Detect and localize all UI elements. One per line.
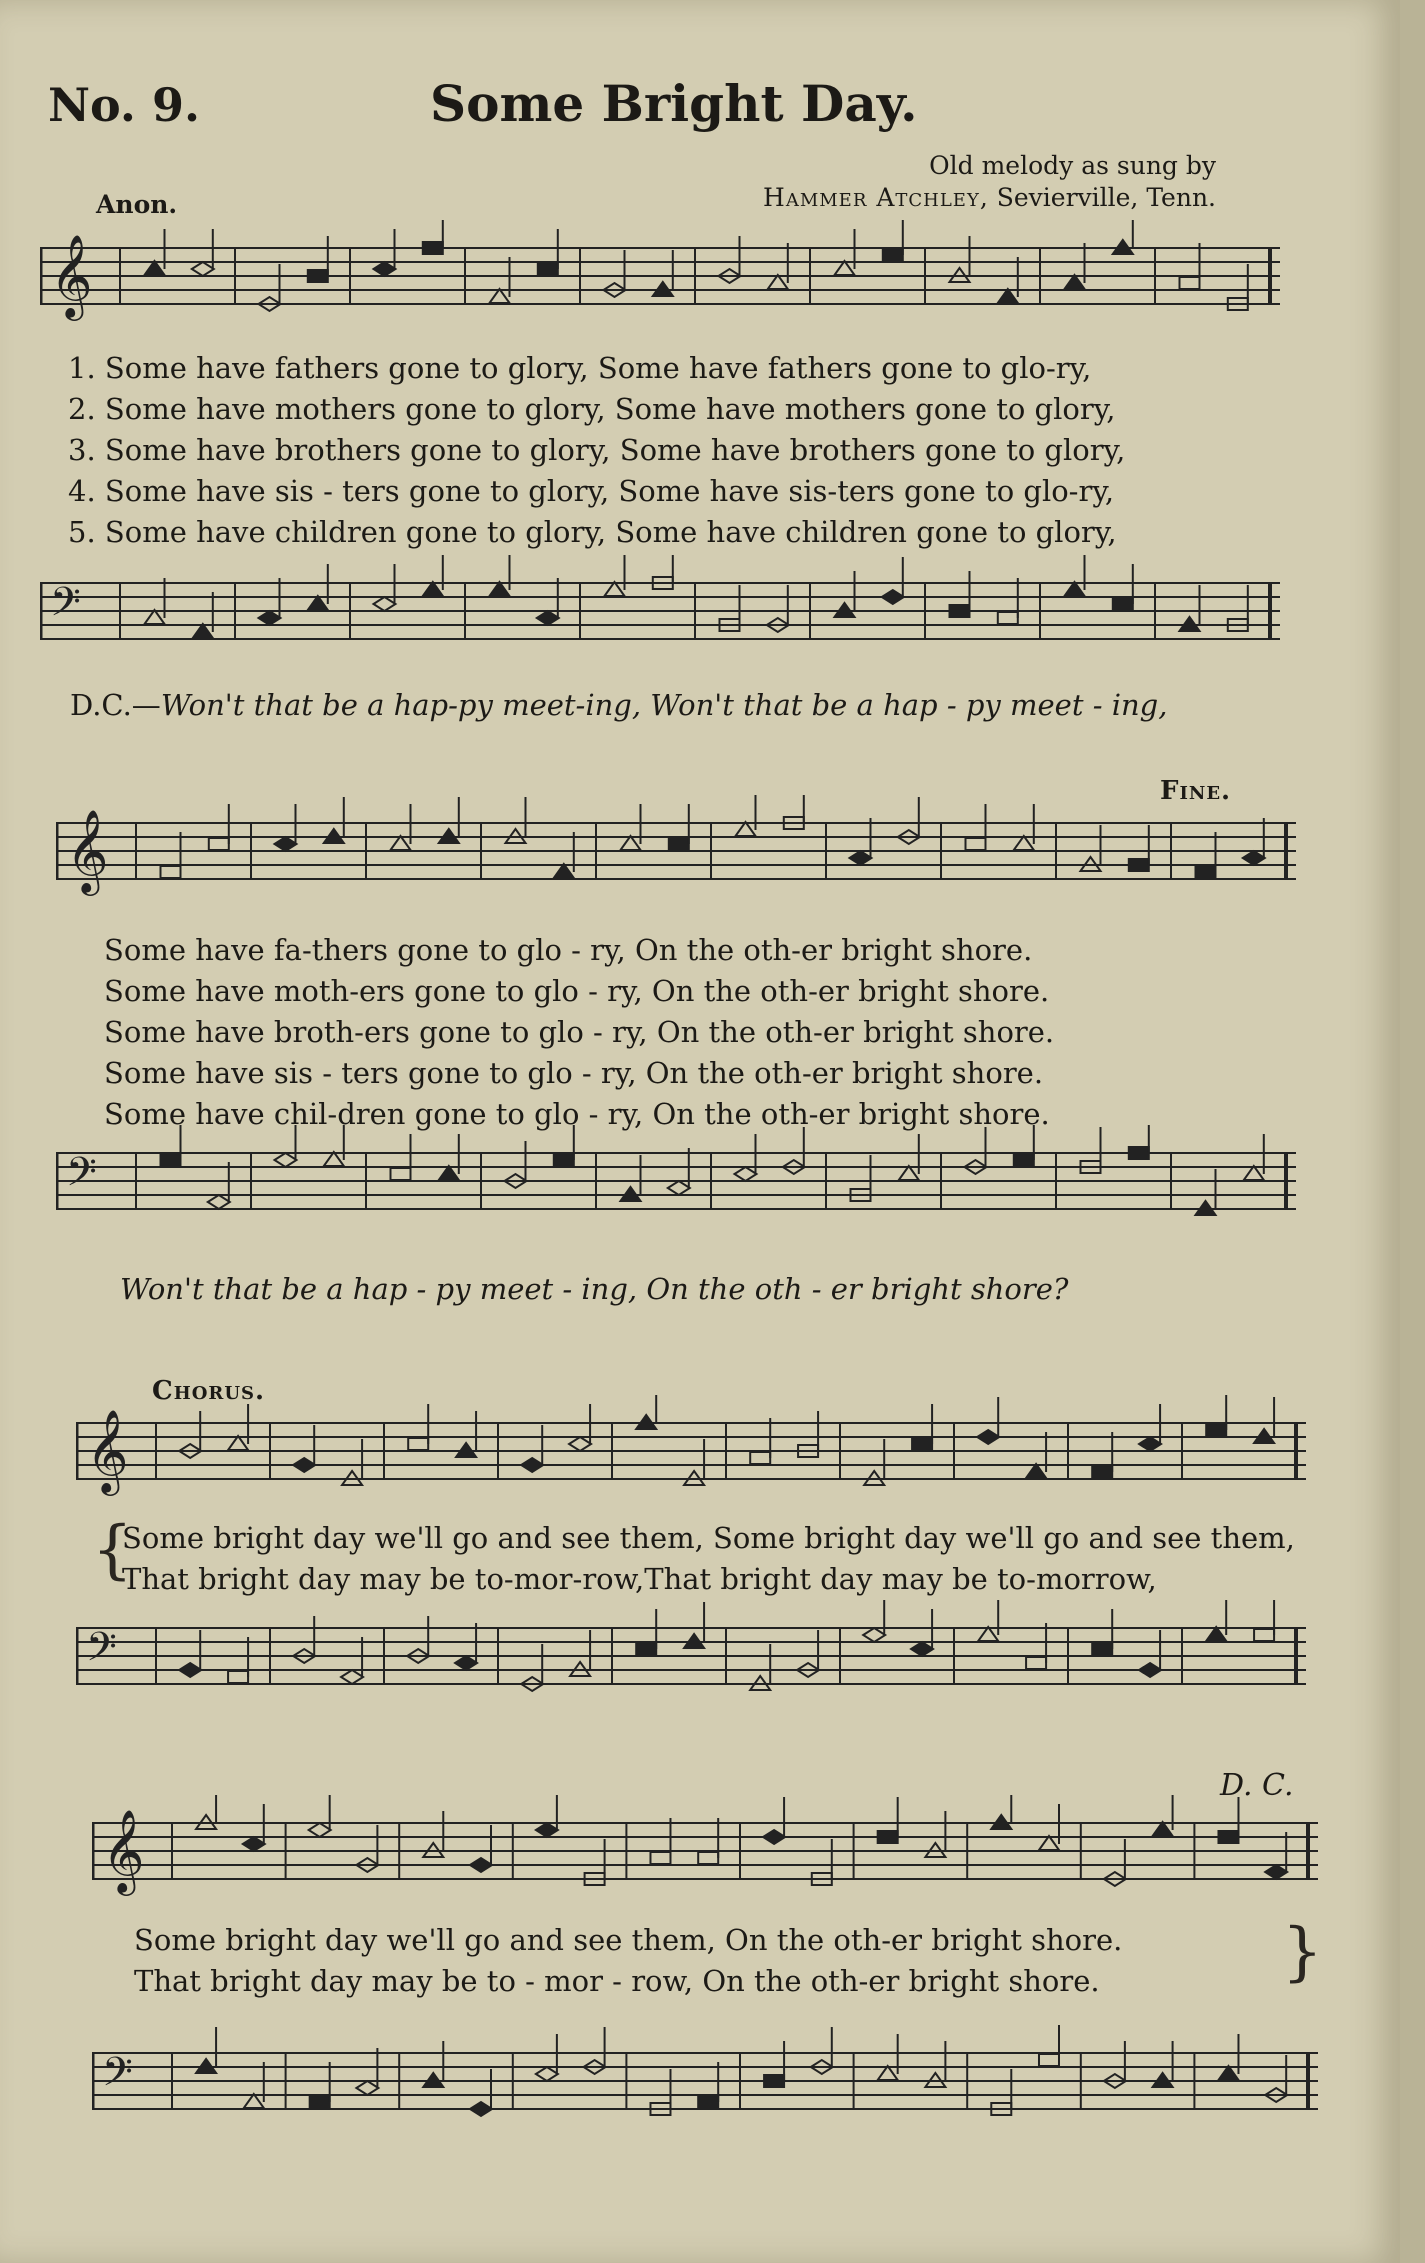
note-square <box>161 866 181 878</box>
note-square <box>669 838 689 850</box>
verse-line: Some have sis - ters gone to glo - ry, On the oth-er bright shore. <box>104 1056 1044 1090</box>
treble-clef-icon: 𝄞 <box>86 1408 129 1492</box>
note-triangle <box>1065 582 1085 596</box>
note-diamond <box>850 851 872 865</box>
credit-attribution <box>708 182 1216 214</box>
note-square <box>1092 1466 1112 1478</box>
dc-marker: D. C. <box>1220 1768 1294 1803</box>
treble-clef-icon: 𝄞 <box>102 1808 145 1892</box>
note-square <box>1218 1831 1238 1843</box>
note-triangle <box>308 596 328 610</box>
note-triangle <box>1014 836 1034 850</box>
verse-line: 2. Some have mothers gone to glory, Some have mothers gone to glory, <box>68 392 1116 426</box>
note-triangle <box>1026 1464 1046 1478</box>
note-diamond <box>521 1458 543 1472</box>
note-triangle <box>978 1627 998 1641</box>
bass-clef-icon: 𝄢 <box>50 579 81 635</box>
note-triangle <box>324 1152 344 1166</box>
note-square <box>950 605 970 617</box>
note-triangle <box>1153 1822 1173 1836</box>
note-square <box>423 242 443 254</box>
bass-clef-icon: 𝄢 <box>66 1149 97 1205</box>
verse-line: 5. Some have children gone to glory, Some have children gone to glory, <box>68 515 1117 549</box>
note-diamond <box>470 1858 492 1872</box>
note-diamond <box>293 1458 315 1472</box>
note-diamond <box>882 590 904 604</box>
note-square <box>1129 1147 1149 1159</box>
final-lyrics <box>134 1920 1122 2002</box>
note-square <box>698 1852 718 1864</box>
note-square <box>650 1852 670 1864</box>
credit-line: Old melody as sung by <box>929 151 1216 180</box>
staff-lines <box>40 583 1280 639</box>
note-triangle <box>244 2094 264 2108</box>
staff-4-treble <box>92 1795 1318 1920</box>
note-triangle <box>554 864 574 878</box>
note-triangle <box>228 1436 248 1450</box>
note-triangle <box>605 582 625 596</box>
note-diamond <box>208 1195 230 1209</box>
chorus-label: Chorus. <box>152 1376 266 1406</box>
note-square <box>883 249 903 261</box>
note-triangle <box>439 1166 459 1180</box>
staff-3-treble <box>76 1395 1306 1515</box>
note-square <box>161 1154 181 1166</box>
note-square <box>1206 1424 1226 1436</box>
verse-lyrics-1 <box>68 348 1125 553</box>
page-edge <box>1400 0 1425 2263</box>
final-brace-right: } <box>1282 1915 1323 1989</box>
note-triangle <box>768 275 788 289</box>
note-square <box>1039 2054 1059 2066</box>
note-diamond <box>309 1823 331 1837</box>
note-diamond <box>192 262 214 276</box>
note-square <box>912 1438 932 1450</box>
staff-lines <box>76 1628 1306 1684</box>
dc-text: Won't that be a hap-py meet-ing, Won't that be a hap - py meet - ing, <box>160 688 1168 722</box>
note-diamond <box>569 1437 591 1451</box>
note-square <box>538 263 558 275</box>
dc-lyric-1 <box>70 688 1167 722</box>
note-diamond <box>356 2081 378 2095</box>
verse-line: 1. Some have fathers gone to glory, Some have fathers gone to glo-ry, <box>68 351 1092 385</box>
note-square <box>1196 866 1216 878</box>
staff-1-treble <box>40 220 1280 340</box>
note-square <box>1180 277 1200 289</box>
note-diamond <box>536 2067 558 2081</box>
note-triangle <box>490 289 510 303</box>
note-square <box>1092 1643 1112 1655</box>
note-diamond <box>341 1670 363 1684</box>
note-square <box>209 838 229 850</box>
note-triangle <box>193 624 213 638</box>
note-diamond <box>1139 1437 1161 1451</box>
verse-line: Some have moth-ers gone to glo - ry, On the oth-er bright shore. <box>104 974 1050 1008</box>
note-triangle <box>1218 2066 1238 2080</box>
verse-line: 4. Some have sis - ters gone to glory, Some have sis-ters gone to glo-ry, <box>68 474 1115 508</box>
fine-marker: Fine. <box>1160 776 1232 806</box>
chorus-brace-left: { <box>92 1513 133 1587</box>
note-square <box>750 1452 770 1464</box>
note-triangle <box>145 610 165 624</box>
note-diamond <box>275 837 297 851</box>
note-square <box>764 2075 784 2087</box>
note-triangle <box>878 2066 898 2080</box>
staff-1-bass <box>40 555 1280 685</box>
credit-block <box>708 150 1216 214</box>
note-square <box>966 838 986 850</box>
verse-line: Some have broth-ers gone to glo - ry, On the oth-er bright shore. <box>104 1015 1055 1049</box>
note-triangle <box>1065 275 1085 289</box>
note-triangle <box>145 261 165 275</box>
note-diamond <box>243 1837 265 1851</box>
note-triangle <box>1244 1166 1264 1180</box>
bass-clef-icon: 𝄢 <box>86 1624 117 1680</box>
note-triangle <box>736 822 756 836</box>
note-diamond <box>536 1823 558 1837</box>
note-triangle <box>835 261 855 275</box>
note-diamond <box>259 611 281 625</box>
note-diamond <box>977 1430 999 1444</box>
note-diamond <box>668 1181 690 1195</box>
note-diamond <box>374 597 396 611</box>
final-line: Some bright day we'll go and see them, On the oth-er bright shore. <box>134 1923 1123 1957</box>
note-square <box>554 1154 574 1166</box>
note-diamond <box>455 1656 477 1670</box>
note-square <box>1129 859 1149 871</box>
chorus-line: That bright day may be to-mor-row,That bright day may be to-morrow, <box>122 1562 1157 1596</box>
dc-lyric-2: Won't that be a hap - py meet - ing, On the oth - er bright shore? <box>120 1272 1069 1306</box>
treble-clef-icon: 𝄞 <box>66 808 109 892</box>
note-square <box>998 612 1018 624</box>
credit-place: Sevierville, Tenn. <box>996 183 1216 212</box>
note-diamond <box>275 1153 297 1167</box>
note-diamond <box>1139 1663 1161 1677</box>
note-square <box>310 2096 330 2108</box>
verse-line: Some have chil-dren gone to glo - ry, On the oth-er bright shore. <box>104 1097 1050 1131</box>
note-square <box>408 1438 428 1450</box>
note-square <box>308 270 328 282</box>
staff-2-bass <box>56 1125 1296 1260</box>
chorus-line: Some bright day we'll go and see them, Some bright day we'll go and see them, <box>122 1521 1295 1555</box>
note-triangle <box>391 836 411 850</box>
staff-3-bass <box>76 1600 1306 1725</box>
note-square <box>1026 1657 1046 1669</box>
note-square <box>698 2096 718 2108</box>
note-triangle <box>621 836 641 850</box>
chorus-lyrics <box>122 1518 1295 1600</box>
note-diamond <box>1265 1865 1287 1879</box>
note-square <box>636 1643 656 1655</box>
note-square <box>1113 598 1133 610</box>
note-square <box>1254 1629 1274 1641</box>
note-square <box>391 1168 411 1180</box>
note-diamond <box>374 262 396 276</box>
staff-4-bass <box>92 2025 1318 2150</box>
note-diamond <box>863 1628 885 1642</box>
staff-lines <box>76 1423 1306 1479</box>
note-triangle <box>899 1166 919 1180</box>
verse-line: 3. Some have brothers gone to glory, Some have brothers gone to glory, <box>68 433 1126 467</box>
verse-line: Some have fa-thers gone to glo - ry, On the oth-er bright shore. <box>104 933 1033 967</box>
note-triangle <box>998 289 1018 303</box>
note-square <box>878 1831 898 1843</box>
note-diamond <box>763 1830 785 1844</box>
note-diamond <box>470 2102 492 2116</box>
treble-clef-icon: 𝄞 <box>50 233 93 317</box>
note-diamond <box>735 1167 757 1181</box>
note-triangle <box>423 582 443 596</box>
note-diamond <box>911 1642 933 1656</box>
hymn-number: No. 9. <box>48 78 200 132</box>
note-triangle <box>1039 1836 1059 1850</box>
staff-lines <box>56 1153 1296 1209</box>
note-diamond <box>1243 851 1265 865</box>
final-line: That bright day may be to - mor - row, On the oth-er bright shore. <box>134 1964 1100 1998</box>
hymn-title: Some Bright Day. <box>430 74 918 133</box>
note-triangle <box>490 582 510 596</box>
author-credit: Anon. <box>96 190 178 219</box>
note-square <box>1014 1154 1034 1166</box>
note-diamond <box>537 611 559 625</box>
verse-lyrics-2 <box>104 930 1054 1135</box>
note-square <box>228 1671 248 1683</box>
note-diamond <box>179 1663 201 1677</box>
note-triangle <box>1206 1627 1226 1641</box>
credit-name: Hammer Atchley, <box>763 183 989 212</box>
staff-2-treble <box>56 795 1296 925</box>
bass-clef-icon: 𝄢 <box>102 2049 133 2105</box>
dc-prefix: D.C.— <box>70 688 161 722</box>
